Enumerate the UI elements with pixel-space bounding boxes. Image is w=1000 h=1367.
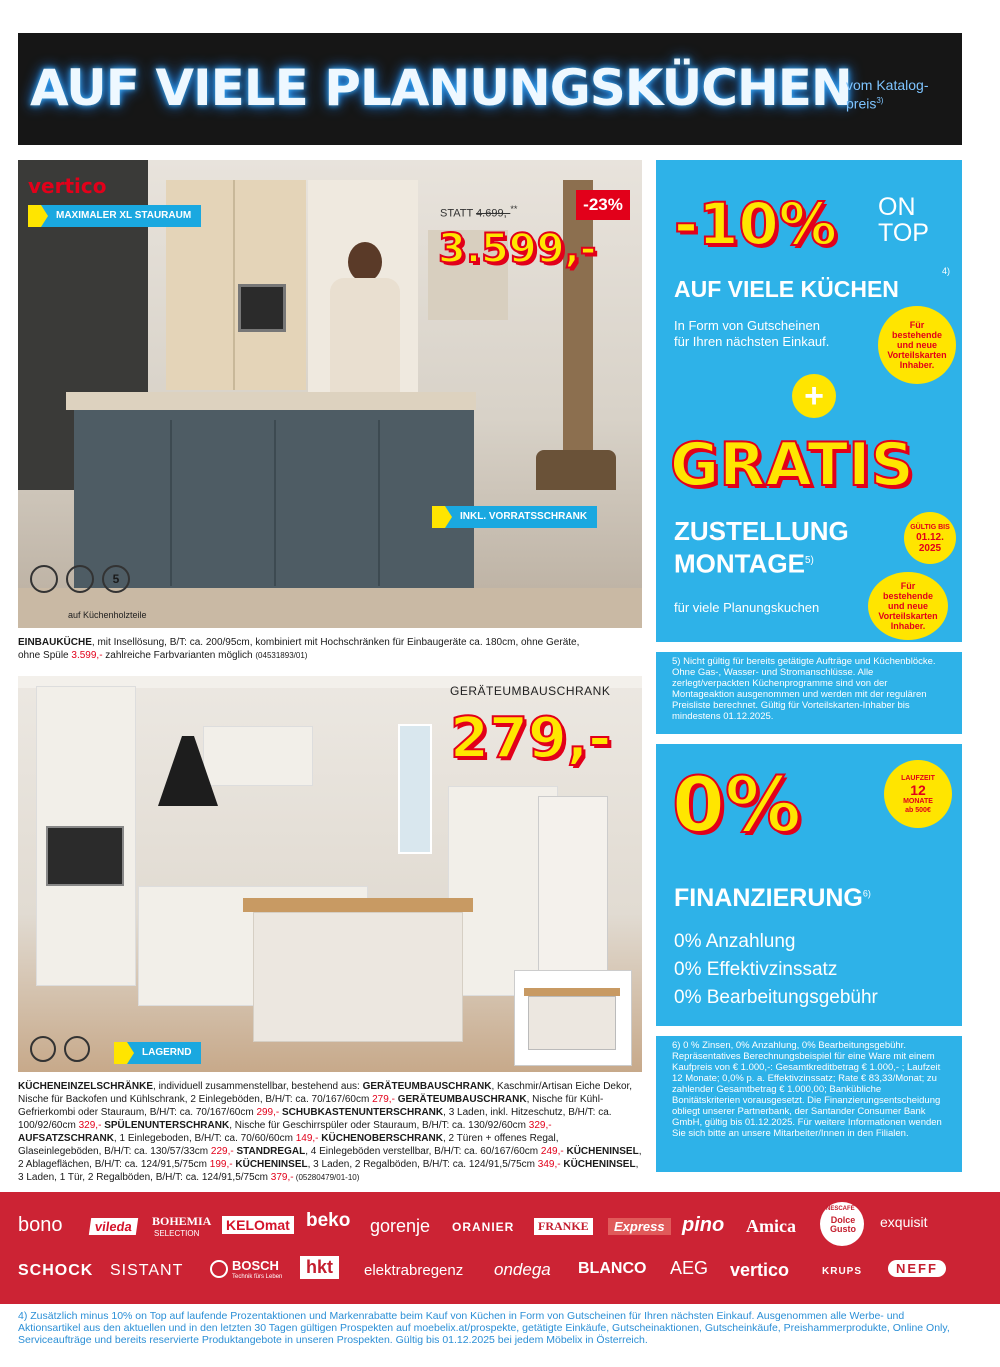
zustellung: ZUSTELLUNG (674, 516, 849, 546)
term-sticker (884, 760, 952, 828)
tag-pantry-text: INKL. VORRATSSCHRANK (460, 511, 588, 522)
statt-label: STATT (440, 207, 473, 220)
header-note (846, 77, 976, 112)
inset-island-body (528, 996, 616, 1050)
caption-item-text: , 3 Laden, 2 Regalböden, B/H/T: ca. 124/91,5/75cm (307, 1159, 538, 1170)
island-top (243, 898, 473, 912)
caption-item-text: , 2 Türen + offenes Regal, Glaseinlegeböden, B/H/T: ca. 130/57/33cm (18, 1133, 559, 1157)
financing-item: 0% Bearbeitungsgebühr (674, 987, 878, 1008)
footnote-5: 5) Nicht gültig für bereits getätigte Aufträge und Küchenblöcke. Ohne Gas-, Wasser- und Stromanschlüsse. Alle zerlegt/verpackten Küchenprogramme sind von der Montageaktion ausgenommen und werden mit der regulären Preisliste berechnet. Gültig für Vorteilskarten-Inhaber bis mindestens 01.12.2025. (672, 656, 936, 722)
measure-icon (64, 1036, 90, 1062)
caption-item-text: , 3 Laden, 1 Tür, 2 Regalböden, B/H/T: ca. 124/91,5/75cm (18, 1159, 639, 1183)
tag-pantry (432, 506, 597, 528)
brand-nescafe: NESCAFÉ (826, 1206, 855, 1212)
brand-krups: KRUPS (822, 1266, 863, 1277)
inset-island-top (524, 988, 620, 996)
cardholder-sticker-1 (878, 306, 956, 384)
finanzierung: FINANZIERUNG (674, 884, 863, 912)
tools-icon (30, 1036, 56, 1062)
brand-aeg: AEG (670, 1258, 709, 1278)
term-min: ab 500€ (905, 806, 931, 814)
caption-item-title: SCHUBKASTENUNTERSCHRANK (282, 1107, 444, 1118)
island-seam-2 (274, 420, 276, 586)
footnote-6: 6) 0 % Zinsen, 0% Anzahlung, 0% Bearbeitungsgebühr. Repräsentatives Berechnungsbeispiel für eine Ware mit einem Kaufpreis von € 1.000,-: Gesamtkreditbetrag € 1.000,- ; Laufzeit 12 Monate; 0,0% p. a. Effektivzinssatz; Rate € 83,33/Monat; zu zahlender Gesamtbetrag € 1.000,00; Bankübliche Bonitätskriterien vorausgesetzt. Die Finanzierungsentscheidung obliegt unserer Partnerbank, der Santander Consumer Bank GmbH, gültig bis 01.12.2025. Für weitere Informationen wenden Sie sich bitte an unsere Mitarbeiter/Innen in den Filialen. (672, 1040, 942, 1139)
caption-item-title: GERÄTEUMBAUSCHRANK (397, 1094, 527, 1105)
brand-elektrabregenz: elektrabregenz (364, 1262, 464, 1279)
caption-item-title: KÜCHENINSEL (566, 1146, 639, 1157)
delivery-assembly (674, 516, 849, 579)
header-note-sup: 3) (876, 96, 884, 105)
term-label: LAUFZEIT (901, 774, 935, 782)
sticker2-line: Inhaber. (890, 621, 926, 631)
price-kitchen: 3.599,- (438, 226, 597, 272)
panel-divider-3 (656, 1026, 962, 1036)
brand-vileda: vileda (89, 1218, 138, 1235)
sticker1-line: Vorteilskarten (887, 350, 947, 360)
top-label: TOP (878, 219, 929, 247)
sticker1-line: und neue (897, 340, 937, 350)
sticker1-line: Inhaber. (899, 360, 935, 370)
built-in-oven (46, 826, 124, 886)
tag-arrow-icon (114, 1042, 134, 1064)
caption-item-text: , individuell zusammenstellbar, bestehend aus: (153, 1081, 363, 1092)
measure-icon (66, 565, 94, 593)
island-seam-1 (170, 420, 172, 586)
island-seam-3 (378, 420, 380, 586)
financing-title (674, 884, 871, 913)
caption-item-title: KÜCHENOBERSCHRANK (321, 1133, 443, 1144)
brand-oranier: ORANIER (452, 1220, 515, 1234)
brand-beko: beko (306, 1210, 351, 1231)
caption-item-title: GERÄTEUMBAUSCHRANK (362, 1081, 492, 1092)
vertico-logo: vertico (28, 174, 107, 198)
footer-note-4: 4) Zusätzlich minus 10% on Top auf laufende Prozentaktionen und Markenrabatte beim Kauf von Küchen in Form von Gutscheinen für Ihren nächsten Einkauf. Ausgenommen alle Werbe- und Aktionsartikel aus den aktuellen und in den letzten 30 Tagen gültigen Prospekten auf moebelix.at/prospekte, getätigte Einkäufe, Gutscheinaktionen, Gutscheinkäufe, Preishammerprodukte, Online Only, Serviceaufträge und bereits reservierte Produktangebote in unseren Prospekten. Gültig bis 01.12.2025 bei jedem Möbelix in Österreich. (18, 1310, 950, 1346)
brand-bosch-sub: Technik fürs Leben (232, 1274, 283, 1280)
header-note-line2: preis (846, 95, 877, 112)
label-appliance-cabinet: GERÄTEUMBAUSCHRANK (450, 684, 611, 698)
warranty-badge-icon: 5 (102, 565, 130, 593)
old-price-sup: ** (510, 204, 518, 214)
cardholder-sticker-2 (868, 572, 948, 640)
person-body (330, 278, 400, 398)
caption-item-title: KÜCHENEINZELSCHRÄNKE (18, 1081, 154, 1092)
brand-exquisit: exquisit (880, 1214, 928, 1230)
header-banner (18, 33, 962, 145)
brand-franke: FRANKE (534, 1218, 593, 1235)
promo-panel (656, 160, 962, 1172)
plus-icon: + (792, 374, 836, 418)
cabinet-seam (233, 180, 235, 390)
term-months-num: 12 (910, 781, 926, 798)
brand-ondega: ondega (494, 1260, 551, 1279)
caption-item-price: 379,- (270, 1172, 294, 1183)
valid-date1: 01.12. (916, 531, 944, 543)
brand-express: Express (608, 1218, 671, 1235)
tag-arrow-icon (28, 205, 48, 227)
caption-item-price: 229,- (210, 1146, 234, 1157)
caption-item-title: KÜCHENINSEL (235, 1159, 308, 1170)
valid-label: GÜLTIG BIS (910, 523, 950, 531)
caption-item-text: , Kaschmir/Artisan Eiche Dekor, Nische für Backofen und Kühlschrank, 2 Einlegeböden, B/H/T: ca. 70/167/60cm (18, 1081, 633, 1105)
island-countertop (66, 392, 476, 410)
sticker2-line: und neue (888, 601, 928, 611)
caption-kitchen-text: , mit Insellösung, B/T: ca. 200/95cm, kombiniert mit Hochschränken für Einbaugeräte ca. 180cm, ohne Geräte, (91, 637, 580, 648)
brand-schock: SCHOCK (18, 1262, 94, 1279)
caption-item-text: , 3 Laden, inkl. Hitzeschutz, B/H/T: ca. 100/92/60cm (18, 1107, 612, 1131)
caption-item-price: 249,- (540, 1146, 564, 1157)
caption-item-price: 279,- (372, 1094, 395, 1105)
bosch-icon (210, 1260, 228, 1278)
caption-item-text: , 1 Einlegeboden, B/H/T: ca. 70/60/60cm (113, 1133, 296, 1144)
voucher-line1: In Form von Gutscheinen (674, 318, 820, 333)
wooden-column (563, 180, 593, 480)
voucher-line2: für Ihren nächsten Einkauf. (674, 334, 830, 349)
sup-5: 5) (804, 555, 814, 566)
price-appliance-cabinet: 279,- (450, 706, 612, 771)
caption-item-price: 199,- (209, 1159, 233, 1170)
tag-max-storage (28, 205, 201, 227)
brand-hkt: hkt (300, 1256, 339, 1279)
wall-cabinet (203, 726, 313, 786)
on-label: ON (878, 193, 916, 221)
brand-bono: bono (18, 1214, 63, 1236)
tag-max-storage-text: MAXIMALER XL STAURAUM (56, 210, 192, 221)
sticker2-line: Für (900, 581, 916, 591)
brand-kelomat: KELOmat (222, 1216, 294, 1234)
gratis: GRATIS (670, 430, 914, 500)
person-head (348, 242, 382, 282)
voucher-text (674, 318, 829, 350)
discount-badge: -23% (576, 190, 630, 220)
kitchen-photo-vertico (18, 160, 642, 628)
caption-item-price: 349,- (537, 1159, 561, 1170)
caption-item-price: 329,- (78, 1120, 102, 1131)
financing-list (674, 928, 878, 1012)
oven (238, 284, 286, 332)
brand-dolce-gusto: Dolce Gusto (830, 1215, 856, 1234)
sticker2-line: Vorteilskarten (878, 611, 938, 621)
warranty-note: auf Küchenholzteile (68, 610, 147, 620)
brand-bohemia-sub: SELECTION (154, 1229, 200, 1238)
financing-item: 0% Anzahlung (674, 931, 796, 952)
valid-until-sticker (904, 512, 956, 564)
kitchen-photo-modular (18, 676, 642, 1072)
tools-icon (30, 565, 58, 593)
brand-pino: pino (682, 1214, 725, 1236)
ten-percent: -10% (674, 190, 837, 258)
caption-modular (18, 1080, 642, 1184)
tag-arrow-icon (432, 506, 452, 528)
caption-item-title: AUFSATZSCHRANK (18, 1133, 114, 1144)
caption-item-text: , Nische für Geschirrspüler oder Stauraum, B/H/T: ca. 130/92/60cm (229, 1120, 529, 1131)
brand-bar (0, 1192, 1000, 1304)
brand-gorenje: gorenje (370, 1216, 431, 1236)
caption-item-price: 149,- (295, 1133, 319, 1144)
panel-divider-1 (656, 642, 962, 652)
brand-sistant: SISTANT (110, 1262, 184, 1279)
caption-item-price: 329,- (528, 1120, 552, 1131)
sup-6: 6) (862, 888, 871, 899)
column-base (536, 450, 616, 490)
sup-4: 4) (942, 266, 951, 276)
brand-neff: NEFF (888, 1260, 946, 1277)
financing-item: 0% Effektivzinssatz (674, 959, 838, 980)
on-top (878, 194, 929, 246)
caption-item-title: KÜCHENINSEL (563, 1159, 636, 1170)
caption-item-text: , 2 Ablageflächen, B/H/T: ca. 124/91,5/75cm (18, 1146, 642, 1170)
caption-item-text: , Nische für Kühl-Gefrierkombi oder Stauraum, B/H/T: ca. 70/167/60cm (18, 1094, 604, 1118)
brand-vertico: vertico (730, 1260, 790, 1280)
window (398, 724, 432, 854)
montage: MONTAGE (674, 548, 805, 579)
header-title: AUF VIELE PLANUNGSKÜCHEN (30, 59, 852, 117)
brand-bohemia: BOHEMIA (152, 1214, 212, 1228)
brand-amica: Amica (746, 1216, 796, 1236)
header-note-line1: vom Katalog- (846, 77, 929, 93)
headline-many-kitchens: AUF VIELE KÜCHEN (674, 276, 899, 302)
tag-in-stock-text: LAGERND (142, 1047, 192, 1058)
tag-in-stock (114, 1042, 201, 1064)
caption-item-title: STANDREGAL (236, 1146, 306, 1157)
zero-percent: 0% (672, 760, 802, 849)
old-price-line (440, 204, 517, 220)
brand-bosch: BOSCH (232, 1258, 279, 1273)
caption-item-price: 299,- (256, 1107, 280, 1118)
brand-blanco: BLANCO (578, 1260, 647, 1277)
floor (18, 588, 642, 628)
sticker1-line: bestehende (891, 330, 942, 340)
caption-kitchen-price: 3.599,- (71, 650, 103, 661)
caption-kitchen-line2a: ohne Spüle (18, 650, 72, 661)
caption-kitchen-code: (04531893/01) (255, 651, 308, 660)
caption-kitchen-title: EINBAUKÜCHE (18, 637, 92, 648)
caption-item-text: , 4 Einlegeböden verstellbar, B/H/T: ca. 60/167/60cm (305, 1146, 541, 1157)
caption-kitchen (18, 636, 642, 662)
sticker2-line: bestehende (882, 591, 933, 601)
valid-date2: 2025 (918, 542, 942, 554)
old-price: 4.699,- (476, 207, 511, 220)
panel-divider-2 (656, 734, 962, 744)
caption-kitchen-line2b: zahlreiche Farbvarianten möglich (102, 650, 256, 661)
for-planning-kitchens: für viele Planungskuchen (674, 600, 820, 615)
kitchen-island (253, 912, 463, 1042)
sticker1-line: Für (909, 320, 925, 330)
term-months: MONATE (903, 797, 933, 805)
open-shelf (538, 796, 608, 996)
caption-item-text: (05280479/01-10) (293, 1173, 360, 1182)
caption-item-title: SPÜLENUNTERSCHRANK (104, 1120, 230, 1131)
